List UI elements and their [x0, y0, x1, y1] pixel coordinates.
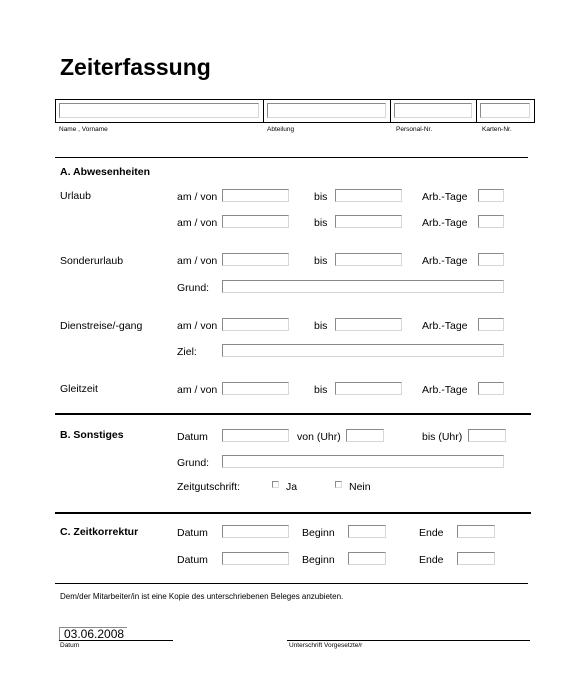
- name-label: Name , Vorname: [59, 126, 108, 133]
- korrektur-datum-field-2[interactable]: [222, 552, 289, 565]
- korrektur-beginn-field-1[interactable]: [348, 525, 386, 538]
- grund-label: Grund:: [177, 282, 210, 294]
- ja-label: Ja: [286, 481, 298, 493]
- korrektur-datum-field-1[interactable]: [222, 525, 289, 538]
- gleitzeit-label: Gleitzeit: [60, 383, 98, 395]
- am-von-label: am / von: [177, 384, 218, 396]
- karten-nr-label: Karten-Nr.: [482, 126, 512, 133]
- am-von-label: am / von: [177, 255, 218, 267]
- sonstiges-bis-uhr-field[interactable]: [468, 429, 506, 442]
- nein-label: Nein: [349, 481, 371, 493]
- dienstreise-label: Dienstreise/-gang: [60, 320, 143, 332]
- sonstiges-von-uhr-field[interactable]: [346, 429, 384, 442]
- sonstiges-grund-field[interactable]: [222, 455, 504, 468]
- arb-tage-label: Arb.-Tage: [422, 255, 468, 267]
- sonderurlaub-tage-field[interactable]: [478, 253, 504, 266]
- page-title: Zeiterfassung: [60, 54, 211, 80]
- bis-label: bis: [314, 191, 328, 203]
- abteilung-label: Abteilung: [267, 126, 295, 133]
- dienstreise-bis-field[interactable]: [335, 318, 402, 331]
- signature-label: Unterschrift Vorgesetzte/r: [289, 642, 363, 649]
- bis-label: bis: [314, 384, 328, 396]
- ende-label: Ende: [419, 554, 444, 566]
- dienstreise-von-field[interactable]: [222, 318, 289, 331]
- personal-nr-label: Personal-Nr.: [396, 126, 433, 133]
- signature-line: [287, 640, 530, 641]
- sonderurlaub-von-field[interactable]: [222, 253, 289, 266]
- ja-checkbox[interactable]: [272, 481, 279, 488]
- korrektur-ende-field-1[interactable]: [457, 525, 495, 538]
- dienstreise-tage-field[interactable]: [478, 318, 504, 331]
- sonderurlaub-bis-field[interactable]: [335, 253, 402, 266]
- am-von-label: am / von: [177, 320, 218, 332]
- urlaub-bis-field-2[interactable]: [335, 215, 402, 228]
- bis-label: bis: [314, 217, 328, 229]
- urlaub-label: Urlaub: [60, 190, 91, 202]
- sonstiges-datum-field[interactable]: [222, 429, 289, 442]
- gleitzeit-bis-field[interactable]: [335, 382, 402, 395]
- arb-tage-label: Arb.-Tage: [422, 384, 468, 396]
- copy-note: Dem/der Mitarbeiter/in ist eine Kopie des unterschriebenen Beleges anzubieten.: [60, 592, 344, 601]
- header-divider: [476, 99, 477, 123]
- bis-uhr-label: bis (Uhr): [422, 431, 463, 443]
- urlaub-bis-field-1[interactable]: [335, 189, 402, 202]
- urlaub-tage-field-1[interactable]: [478, 189, 504, 202]
- korrektur-beginn-field-2[interactable]: [348, 552, 386, 565]
- gleitzeit-von-field[interactable]: [222, 382, 289, 395]
- beginn-label: Beginn: [302, 554, 335, 566]
- arb-tage-label: Arb.-Tage: [422, 191, 468, 203]
- urlaub-von-field-1[interactable]: [222, 189, 289, 202]
- datum-label: Datum: [177, 527, 208, 539]
- arb-tage-label: Arb.-Tage: [422, 217, 468, 229]
- bis-label: bis: [314, 255, 328, 267]
- am-von-label: am / von: [177, 217, 218, 229]
- urlaub-tage-field-2[interactable]: [478, 215, 504, 228]
- arb-tage-label: Arb.-Tage: [422, 320, 468, 332]
- beginn-label: Beginn: [302, 527, 335, 539]
- datum-label: Datum: [177, 554, 208, 566]
- bis-label: bis: [314, 320, 328, 332]
- gleitzeit-tage-field[interactable]: [478, 382, 504, 395]
- section-a-heading: A. Abwesenheiten: [60, 166, 151, 178]
- von-uhr-label: von (Uhr): [297, 431, 341, 443]
- sonderurlaub-grund-field[interactable]: [222, 280, 504, 293]
- zeitgutschrift-label: Zeitgutschrift:: [177, 481, 241, 493]
- korrektur-ende-field-2[interactable]: [457, 552, 495, 565]
- divider: [55, 583, 528, 584]
- header-divider: [390, 99, 391, 123]
- datum-footer-label: Datum: [60, 642, 80, 649]
- section-c-heading: C. Zeitkorrektur: [60, 526, 139, 538]
- section-divider: [55, 512, 531, 514]
- ziel-label: Ziel:: [177, 346, 197, 358]
- name-field[interactable]: [59, 103, 259, 118]
- karten-nr-field[interactable]: [480, 103, 530, 118]
- datum-label: Datum: [177, 431, 208, 443]
- urlaub-von-field-2[interactable]: [222, 215, 289, 228]
- date-field[interactable]: 03.06.2008: [59, 627, 127, 641]
- abteilung-field[interactable]: [267, 103, 386, 118]
- grund-label: Grund:: [177, 457, 210, 469]
- sonderurlaub-label: Sonderurlaub: [60, 255, 124, 267]
- dienstreise-ziel-field[interactable]: [222, 344, 504, 357]
- header-divider: [263, 99, 264, 123]
- nein-checkbox[interactable]: [335, 481, 342, 488]
- ende-label: Ende: [419, 527, 444, 539]
- personal-nr-field[interactable]: [394, 103, 472, 118]
- section-b-heading: B. Sonstiges: [60, 429, 124, 441]
- divider: [55, 157, 528, 158]
- date-signature-line: [59, 640, 173, 641]
- am-von-label: am / von: [177, 191, 218, 203]
- section-divider: [55, 413, 531, 415]
